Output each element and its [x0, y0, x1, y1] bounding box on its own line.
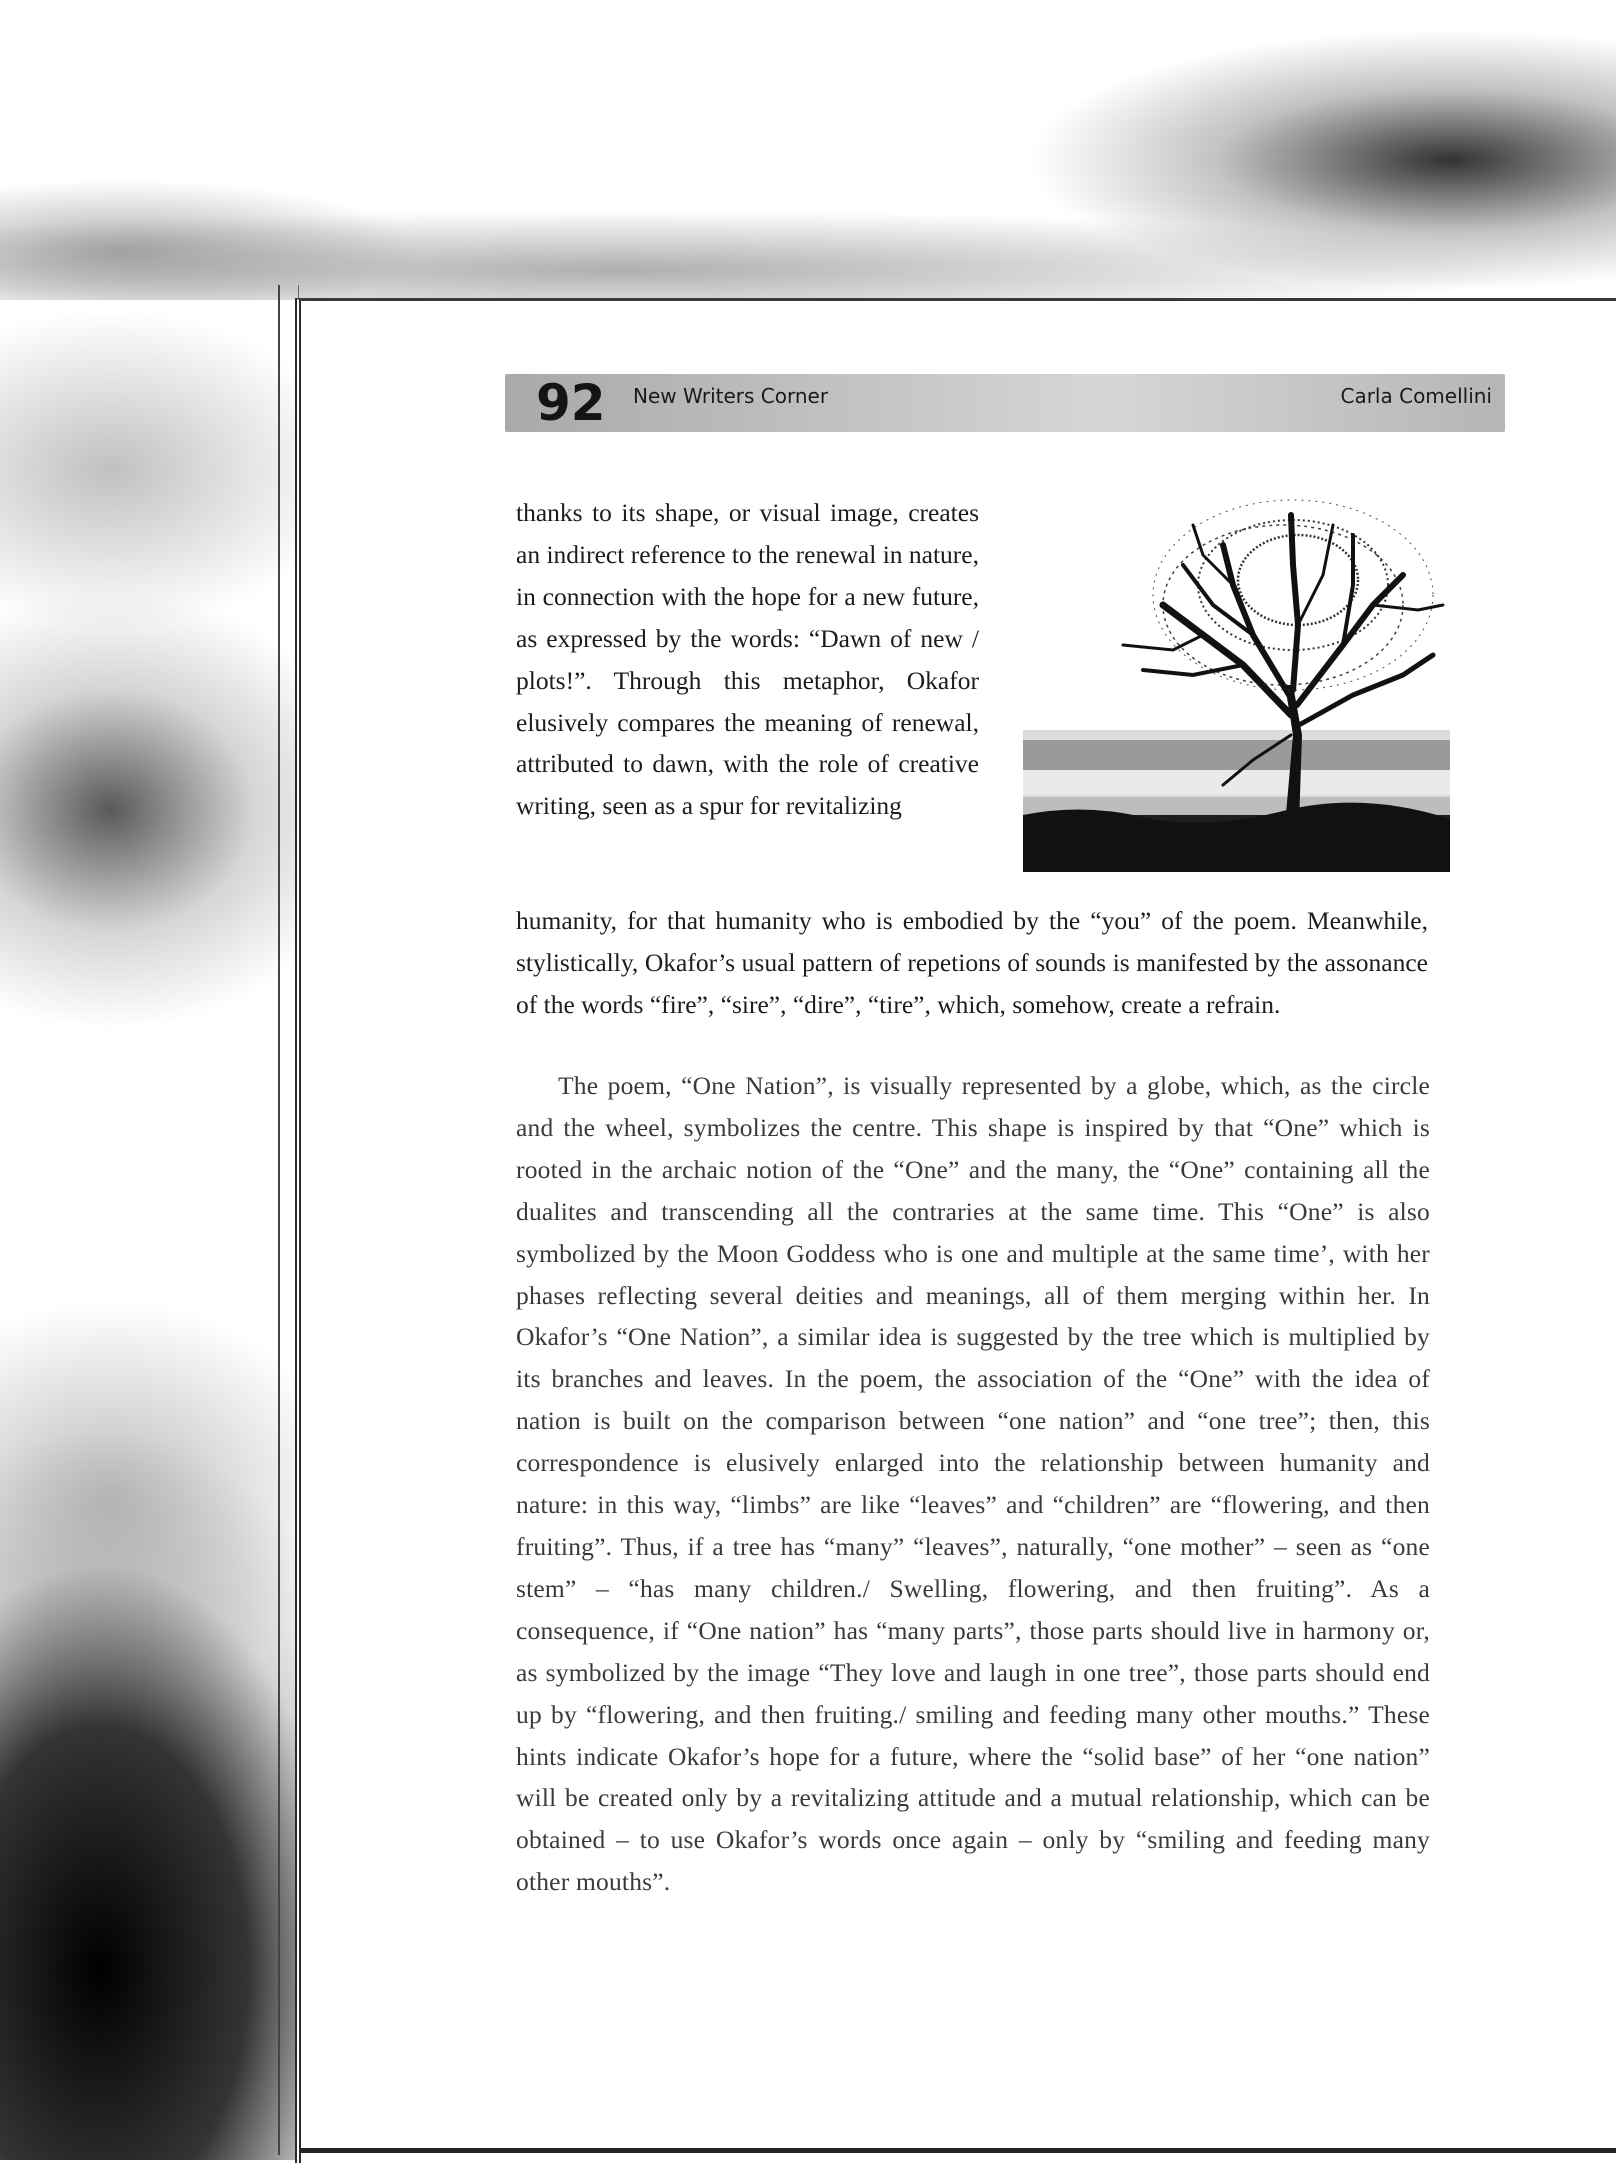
paragraph-1-top: thanks to its shape, or visual image, creates an indirect reference to the renewal in nature, in connection with the hope for a new future, as expressed by the words: “Dawn of new / plots!”. Through this metaphor, Okafor elusively compares the meaning of renewal, attributed to dawn, with the role of creative writing, seen as a spur for revitalizing — [516, 498, 979, 821]
page-number: 92 — [536, 374, 606, 432]
paragraph-2: The poem, “One Nation”, is visually represented by a globe, which, as the circle and the wheel, symbolizes the centre. This shape is inspired by that “One” which is rooted in the archaic notion of the “One” and the many, the “One” containing all the dualites and transcending all the contraries at the same time. This “One” is also symbolized by the Moon Goddess who is one and multiple at the same time’, with her phases reflecting several deities and meanings, all of them merging within her. In Okafor’s “One Nation”, a similar idea is suggested by the tree which is multiplied by its branches and leaves. In the poem, the association of the “One” with the idea of nation is built on the comparison between “one nation” and “one tree”; then, this correspondence is elusively enlarged into the relationship between humanity and nature: in this way, “limbs” are like “leaves” and “children” are “flowering, and then fruiting”. Thus, if a tree has “many” “leaves”, naturally, “one mother” – seen as “one stem” – “has many children./ Swelling, flowering, and then fruiting”. As a consequence, if “One nation” has “many parts”, those parts should live in harmony or, as symbolized by the image “They love and laugh in one tree”, those parts should end up by “flowering, and then fruiting./ smiling and feeding many other mouths.” These hints indicate Okafor’s hope for a future, where the “solid base” of her “one nation” will be created only by a revitalizing attitude and a mutual relationship, which can be obtained – to use Okafor’s words once again – only by “smiling and feeding many other mouths”. — [516, 1071, 1430, 1897]
paragraph-1-bottom: humanity, for that humanity who is embodied by the “you” of the poem. Meanwhile, stylistically, Okafor’s usual pattern of repetions of sounds is manifested by the assonance of the words “fire”, “sire”, “dire”, “tire”, which, somehow, create a refrain. — [516, 906, 1428, 1019]
section-title: New Writers Corner — [633, 384, 829, 408]
author-name: Carla Comellini — [1340, 384, 1492, 408]
tree-photo-icon — [1023, 485, 1450, 872]
page-bottom-edge — [300, 2148, 1616, 2153]
scan-shadow-left — [0, 250, 300, 2160]
